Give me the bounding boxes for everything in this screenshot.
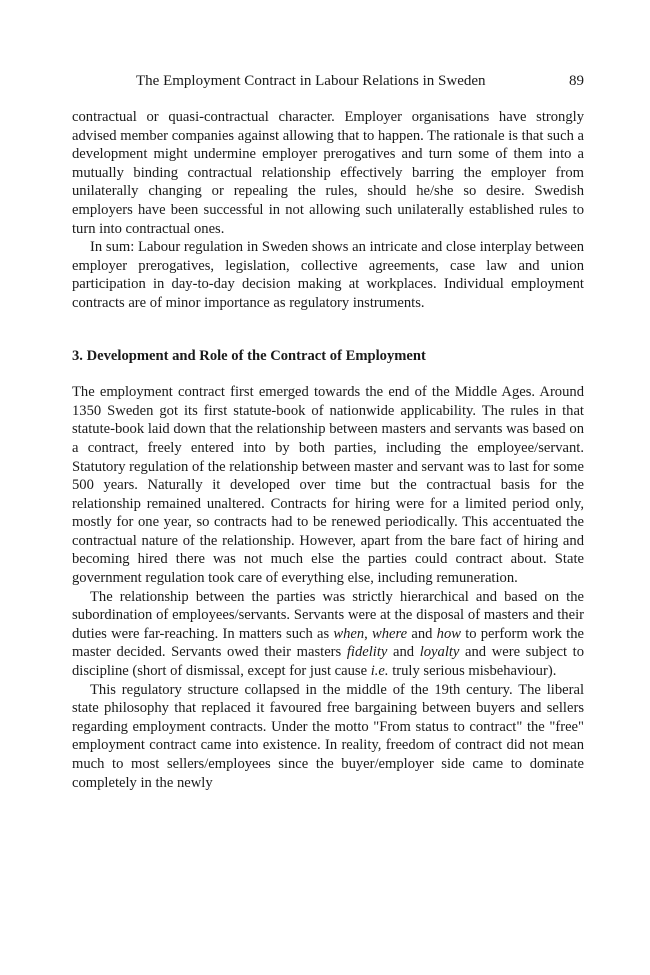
running-header <box>72 70 584 92</box>
emphasis: fidelity <box>346 644 388 661</box>
emphasis: loyalty <box>419 644 460 661</box>
text-run: , <box>364 625 373 642</box>
text-run: and <box>387 644 420 661</box>
paragraph: In sum: Labour regulation in Sweden shows an intricate and close interplay between employer prerogatives, legislation, collective agreements, case law and union participation in day-to-day decision making at workplaces. Individual employment contracts are of minor importance as regulatory instruments. <box>72 239 584 311</box>
emphasis: i.e. <box>370 663 389 680</box>
body-text <box>72 108 584 792</box>
text-run: and <box>407 625 437 642</box>
paragraph: This regulatory structure collapsed in the middle of the 19th century. The liberal state philosophy that replaced it favoured free bargaining between buyers and sellers regarding employment contracts. Under the motto "From status to contract" the "free" employment contract came into existence. In reality, freedom of contract did not mean much to most sellers/employees since the buyer/employer side came to dominate completely in the newly <box>72 681 584 791</box>
section-heading: 3. Development and Role of the Contract of Employment <box>72 347 426 364</box>
text-run: The relationship between the parties was strictly hierarchical and based on the subordination of employees/servants. Servants were at the disposal of masters and their duties were far-reaching. In matters such as <box>72 588 584 642</box>
paragraph: contractual or quasi-contractual character. Employer organisations have strongly advised member companies against allowing that to happen. The rationale is that such a development might undermine employer prerogatives and turn some of them into a mutually binding contractual relationship effectively barring the employer from unilaterally changing or repealing the rules, should he/she so desire. Swedish employers have been successful in not allowing such unilaterally established rules to turn into contractual ones. <box>72 109 584 237</box>
page-number: 89 <box>569 73 584 89</box>
text-run: truly serious misbehaviour). <box>388 663 557 680</box>
document-page <box>72 70 584 792</box>
paragraph: The employment contract first emerged towards the end of the Middle Ages. Around 1350 Sweden got its first statute-book of nationwide applicability. The rules in that statute-book laid down that the relationship between masters and servants was based on a contract, freely entered into by both parties, including the employee/servant. Statutory regulation of the relationship between master and servant was to last for some 500 years. Naturally it developed over time but the contractual basis for the relationship remained unaltered. Contracts for hiring were for a limited period only, mostly for one year, so contracts had to be renewed periodically. This accentuated the contractual nature of the relationship. However, apart from the bare fact of hiring and becoming hired there was not much else the parties could contract about. State government regulation took care of everything else, including remuneration. <box>72 384 584 587</box>
paragraph <box>72 588 584 681</box>
text-run: and were subject to discipline (short of dismissal, except for just cause <box>72 644 584 680</box>
emphasis: where <box>372 625 408 642</box>
emphasis: how <box>436 625 461 642</box>
running-title: The Employment Contract in Labour Relations in Sweden <box>136 73 486 89</box>
emphasis: when <box>333 625 365 642</box>
text-run: to perform work the master decided. Servants owed their masters <box>72 625 584 661</box>
